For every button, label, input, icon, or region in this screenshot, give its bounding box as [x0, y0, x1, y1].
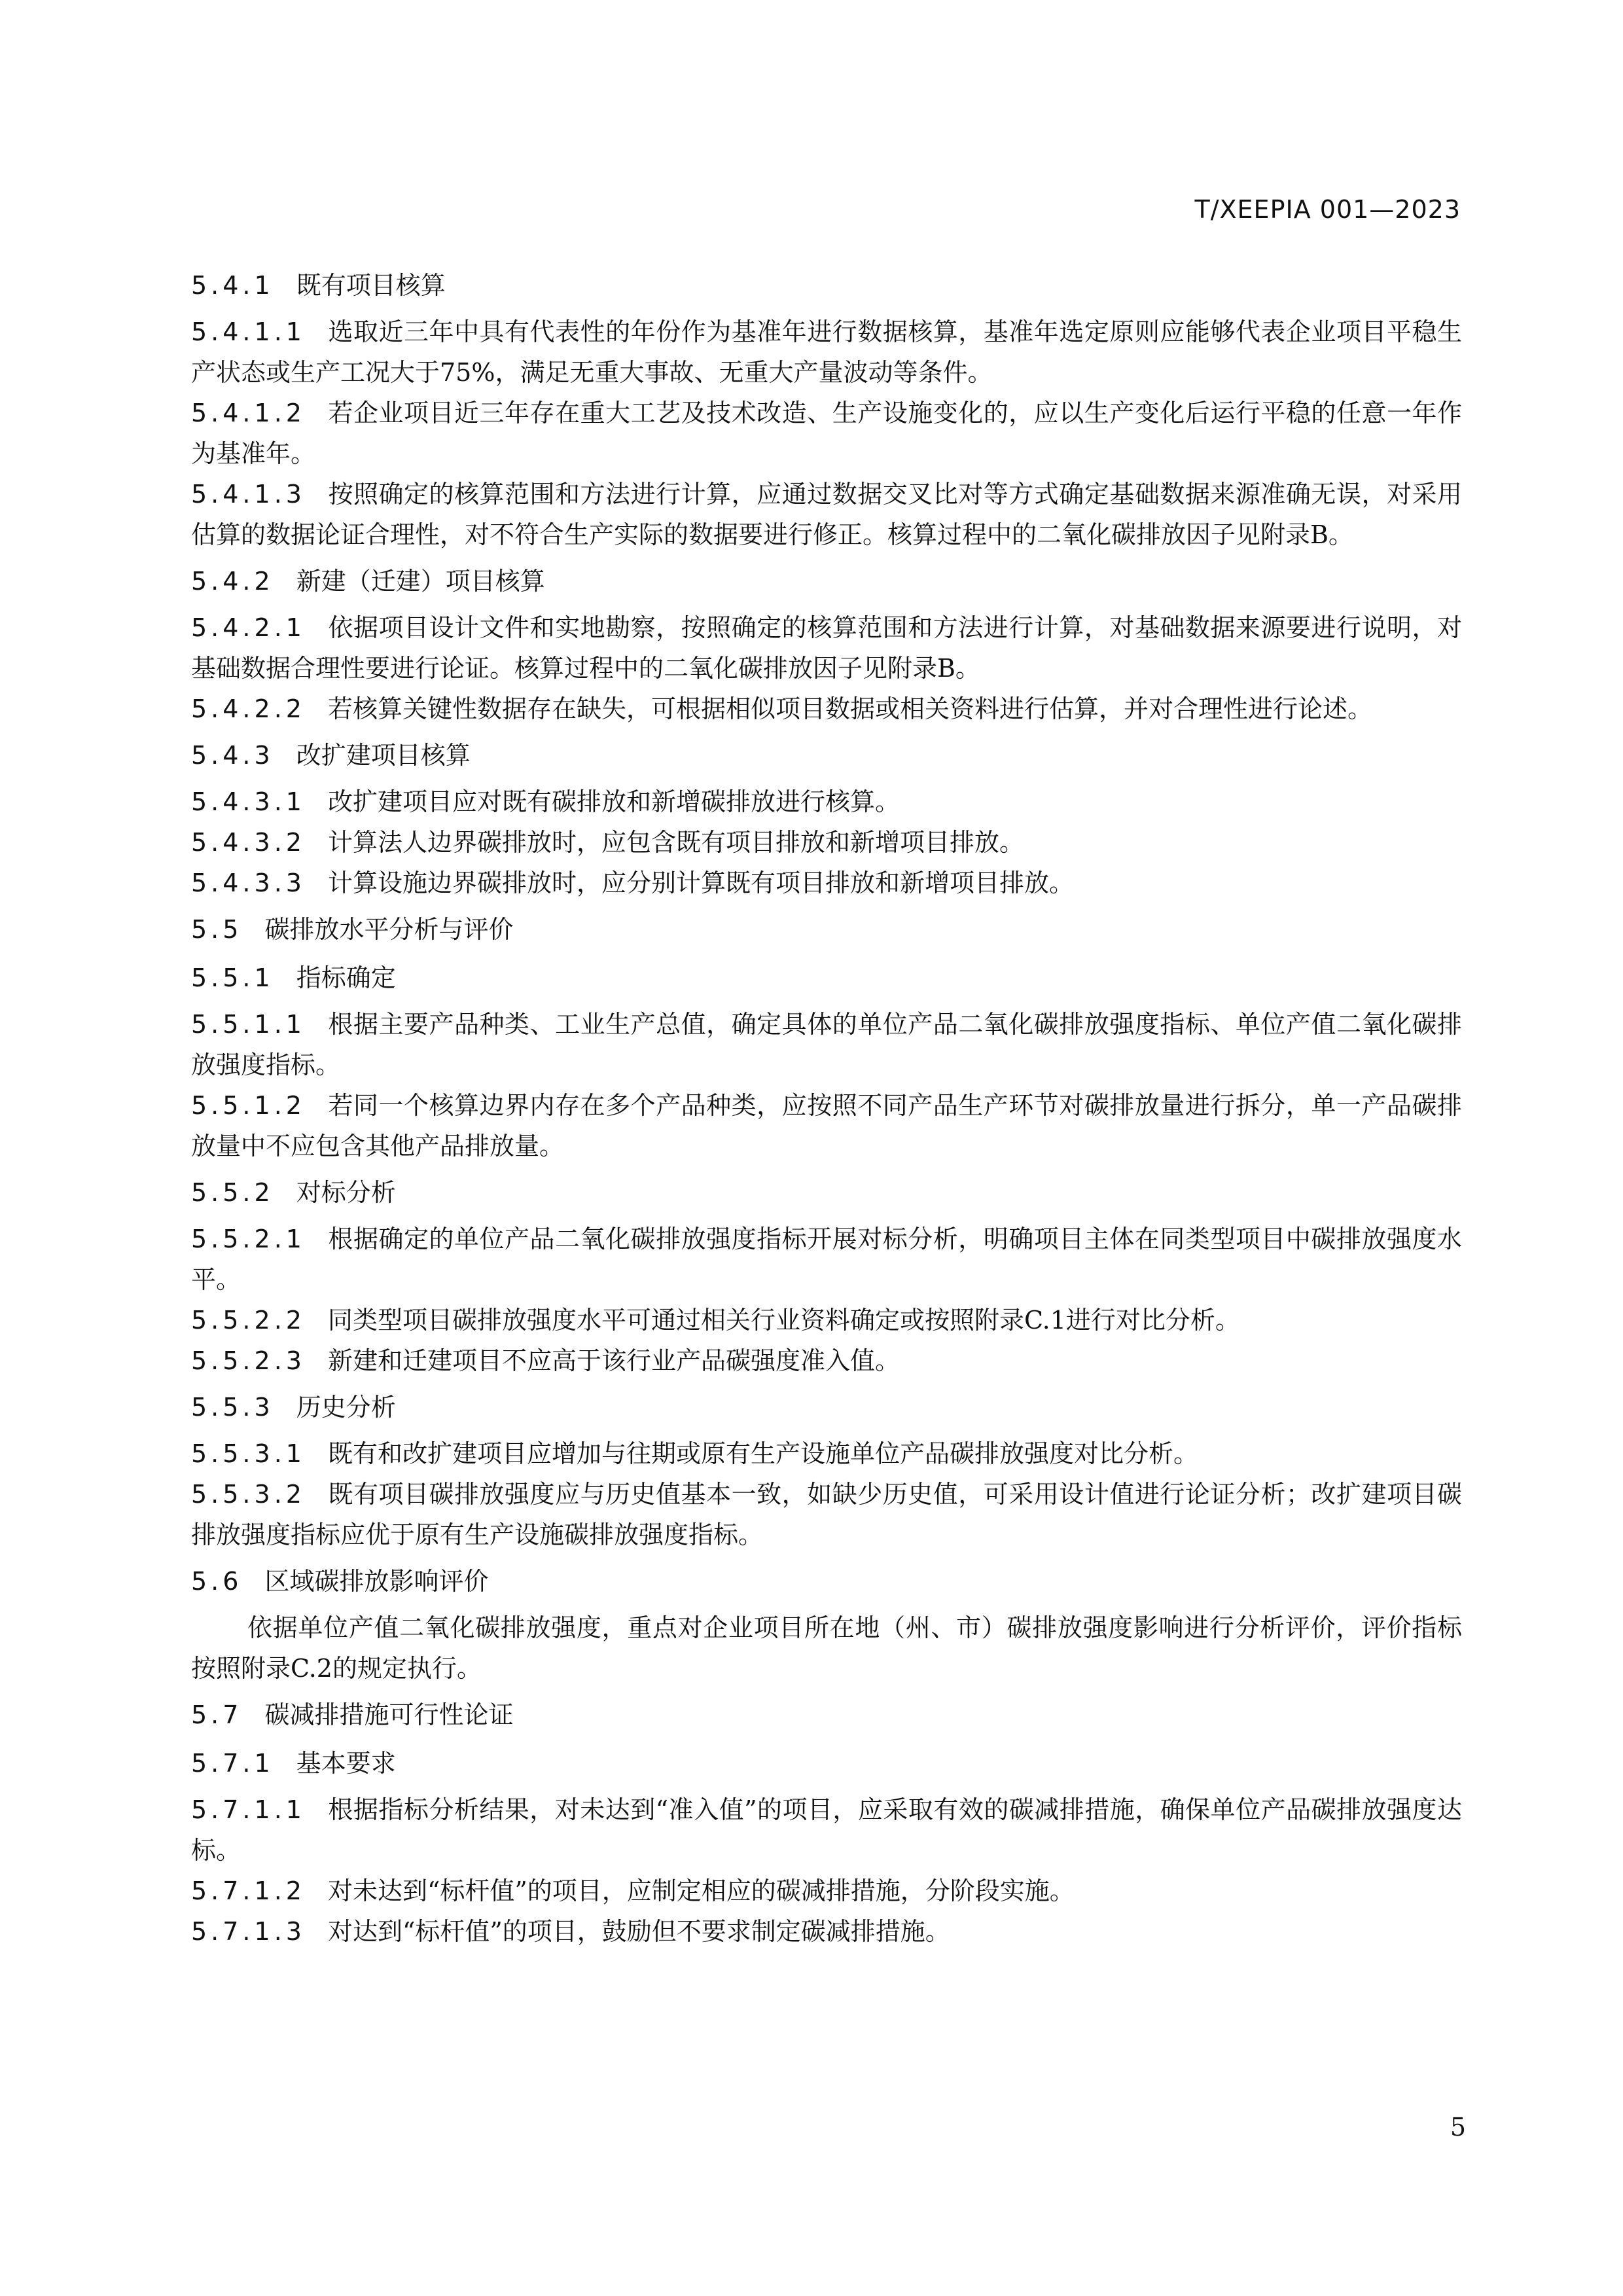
clause-number: 5.5.3.2 — [191, 1480, 306, 1509]
section-number: 5.4.3 — [191, 741, 274, 770]
section-title: 碳减排措施可行性论证 — [264, 1700, 514, 1729]
section-title: 新建（迁建）项目核算 — [296, 567, 545, 596]
section-heading — [191, 1385, 1462, 1429]
section-number: 5.5 — [191, 915, 243, 944]
clause-paragraph — [191, 1085, 1462, 1166]
clause-number: 5.7.1.2 — [191, 1876, 306, 1905]
clause-text: 根据主要产品种类、工业生产总值，确定具体的单位产品二氧化碳排放强度指标、单位产值二氧化碳排放强度指标。 — [191, 1010, 1462, 1079]
section-heading — [191, 559, 1462, 603]
section-number: 5.5.1 — [191, 963, 274, 992]
section-number: 5.4.1 — [191, 271, 274, 300]
clause-paragraph — [191, 1433, 1462, 1474]
section-heading — [191, 1559, 1462, 1604]
clause-number: 5.4.1.2 — [191, 399, 306, 427]
section-title: 改扩建项目核算 — [296, 741, 471, 770]
section-heading — [191, 1170, 1462, 1215]
clause-text: 依据单位产值二氧化碳排放强度，重点对企业项目所在地（州、市）碳排放强度影响进行分析评价，评价指标按照附录C.2的规定执行。 — [191, 1613, 1462, 1683]
clause-paragraph — [191, 1911, 1462, 1952]
section-heading — [191, 907, 1462, 952]
document-body — [191, 259, 1462, 1952]
clause-number: 5.4.3.2 — [191, 828, 306, 857]
clause-paragraph — [191, 393, 1462, 474]
clause-paragraph — [191, 822, 1462, 863]
section-heading — [191, 956, 1462, 1000]
clause-text: 对未达到“标杆值”的项目，应制定相应的碳减排措施，分阶段实施。 — [327, 1876, 1075, 1905]
section-heading — [191, 733, 1462, 778]
section-title: 既有项目核算 — [296, 271, 446, 300]
clause-text: 根据确定的单位产品二氧化碳排放强度指标开展对标分析，明确项目主体在同类型项目中碳排放强度水平。 — [191, 1225, 1462, 1294]
section-title: 对标分析 — [296, 1178, 396, 1207]
clause-number: 5.4.1.1 — [191, 317, 306, 346]
section-number: 5.7 — [191, 1700, 243, 1729]
clause-text: 对达到“标杆值”的项目，鼓励但不要求制定碳减排措施。 — [327, 1917, 950, 1946]
clause-number: 5.5.2.2 — [191, 1306, 306, 1335]
clause-text: 依据项目设计文件和实地勘察，按照确定的核算范围和方法进行计算，对基础数据来源要进行说明，对基础数据合理性要进行论证。核算过程中的二氧化碳排放因子见附录B。 — [191, 613, 1462, 683]
clause-paragraph — [191, 1871, 1462, 1911]
section-number: 5.5.3 — [191, 1393, 274, 1422]
clause-number: 5.4.1.3 — [191, 480, 306, 509]
section-number: 5.6 — [191, 1567, 243, 1596]
clause-paragraph — [191, 863, 1462, 903]
clause-number: 5.4.3.3 — [191, 869, 306, 897]
clause-text: 既有和改扩建项目应增加与往期或原有生产设施单位产品碳排放强度对比分析。 — [327, 1439, 1198, 1468]
clause-paragraph — [191, 1004, 1462, 1085]
clause-number: 5.4.2.1 — [191, 613, 306, 642]
section-number: 5.4.2 — [191, 567, 274, 596]
section-heading — [191, 1741, 1462, 1785]
clause-number: 5.5.3.1 — [191, 1439, 306, 1468]
clause-number: 5.7.1.3 — [191, 1917, 306, 1946]
clause-text: 新建和迁建项目不应高于该行业产品碳强度准入值。 — [327, 1346, 900, 1375]
section-heading — [191, 1693, 1462, 1737]
clause-paragraph — [191, 474, 1462, 555]
section-title: 区域碳排放影响评价 — [264, 1567, 489, 1596]
clause-number: 5.4.3.1 — [191, 787, 306, 816]
clause-paragraph — [191, 1474, 1462, 1555]
clause-text: 改扩建项目应对既有碳排放和新增碳排放进行核算。 — [327, 787, 900, 816]
clause-number: 5.5.1.1 — [191, 1010, 306, 1039]
section-title: 指标确定 — [296, 963, 396, 992]
clause-paragraph — [191, 312, 1462, 393]
clause-text: 若企业项目近三年存在重大工艺及技术改造、生产设施变化的，应以生产变化后运行平稳的任意一年作为基准年。 — [191, 399, 1462, 468]
clause-text: 根据指标分析结果，对未达到“准入值”的项目，应采取有效的碳减排措施，确保单位产品碳排放强度达标。 — [191, 1795, 1462, 1865]
clause-paragraph — [191, 1219, 1462, 1300]
clause-number: 5.5.1.2 — [191, 1091, 306, 1120]
clause-paragraph — [191, 607, 1462, 689]
clause-text: 按照确定的核算范围和方法进行计算，应通过数据交叉比对等方式确定基础数据来源准确无误，对采用估算的数据论证合理性，对不符合生产实际的数据要进行修正。核算过程中的二氧化碳排放因子见附录B。 — [191, 480, 1462, 549]
clause-paragraph — [191, 1300, 1462, 1340]
section-title: 基本要求 — [296, 1749, 396, 1778]
clause-text: 计算设施边界碳排放时，应分别计算既有项目排放和新增项目排放。 — [327, 869, 1074, 897]
clause-text: 若同一个核算边界内存在多个产品种类，应按照不同产品生产环节对碳排放量进行拆分，单一产品碳排放量中不应包含其他产品排放量。 — [191, 1091, 1462, 1160]
clause-number: 5.7.1.1 — [191, 1795, 306, 1824]
section-number: 5.5.2 — [191, 1178, 274, 1207]
section-title: 碳排放水平分析与评价 — [264, 915, 514, 944]
clause-text: 既有项目碳排放强度应与历史值基本一致，如缺少历史值，可采用设计值进行论证分析；改扩建项目碳排放强度指标应优于原有生产设施碳排放强度指标。 — [191, 1480, 1462, 1549]
section-heading — [191, 263, 1462, 308]
clause-number: 5.5.2.3 — [191, 1346, 306, 1375]
clause-text: 同类型项目碳排放强度水平可通过相关行业资料确定或按照附录C.1进行对比分析。 — [327, 1306, 1240, 1335]
clause-number: 5.4.2.2 — [191, 694, 306, 723]
document-code: T/XEEPIA 001—2023 — [1194, 195, 1461, 224]
clause-number: 5.5.2.1 — [191, 1225, 306, 1253]
clause-paragraph — [191, 781, 1462, 822]
clause-text: 若核算关键性数据存在缺失，可根据相似项目数据或相关资料进行估算，并对合理性进行论述。 — [327, 694, 1372, 723]
clause-paragraph — [191, 689, 1462, 729]
page-number: 5 — [1450, 2113, 1466, 2142]
section-number: 5.7.1 — [191, 1749, 274, 1778]
clause-paragraph — [191, 1340, 1462, 1381]
clause-text: 选取近三年中具有代表性的年份作为基准年进行数据核算，基准年选定原则应能够代表企业项目平稳生产状态或生产工况大于75%，满足无重大事故、无重大产量波动等条件。 — [191, 317, 1462, 387]
clause-paragraph — [191, 1607, 1462, 1689]
clause-text: 计算法人边界碳排放时，应包含既有项目排放和新增项目排放。 — [327, 828, 1024, 857]
section-title: 历史分析 — [296, 1393, 396, 1422]
clause-paragraph — [191, 1789, 1462, 1871]
